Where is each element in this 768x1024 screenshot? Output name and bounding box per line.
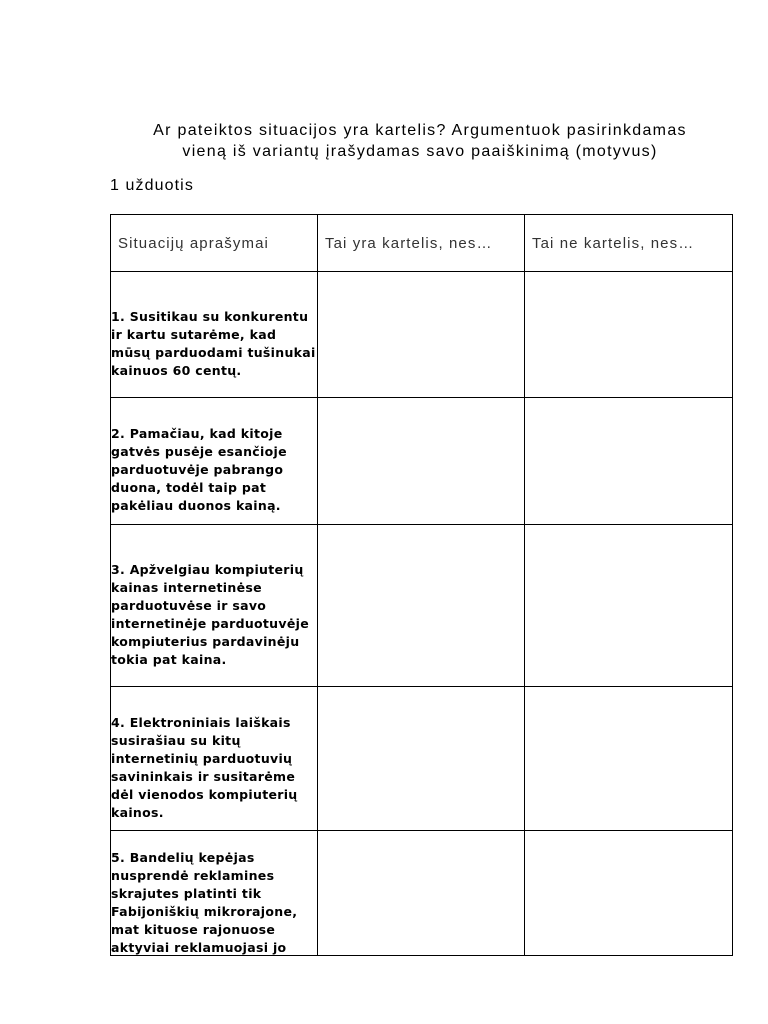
table-header-row [111, 215, 733, 272]
task-label: 1 užduotis [110, 177, 194, 194]
answer-cell-is-cartel[interactable] [318, 398, 525, 525]
header-not-cartel: Tai ne kartelis, nes… [525, 215, 733, 272]
answer-cell-not-cartel[interactable] [525, 525, 733, 687]
table-row [111, 831, 733, 956]
situations-table [110, 214, 733, 956]
instruction-line-2: vieną iš variantų įrašydamas savo paaiškinimą (motyvus) [182, 143, 658, 160]
answer-cell-is-cartel[interactable] [318, 272, 525, 398]
answer-cell-is-cartel[interactable] [318, 687, 525, 831]
instruction-heading [100, 120, 740, 162]
answer-cell-not-cartel[interactable] [525, 398, 733, 525]
answer-cell-not-cartel[interactable] [525, 272, 733, 398]
table-row [111, 525, 733, 687]
answer-cell-not-cartel[interactable] [525, 831, 733, 956]
header-is-cartel: Tai yra kartelis, nes… [318, 215, 525, 272]
situation-description: 4. Elektroniniais laiškais susirašiau su kitų internetinių parduotuvių savininkais ir susitarėme dėl vienodos kompiuterių kainos. [111, 687, 318, 831]
situation-description: 2. Pamačiau, kad kitoje gatvės pusėje esančioje parduotuvėje pabrango duona, todėl taip pat pakėliau duonos kainą. [111, 398, 318, 525]
answer-cell-not-cartel[interactable] [525, 687, 733, 831]
situation-description: 3. Apžvelgiau kompiuterių kainas internetinėse parduotuvėse ir savo internetinėje parduotuvėje kompiuterius pardavinėju tokia pat kaina. [111, 525, 318, 687]
table-row [111, 398, 733, 525]
table-row [111, 272, 733, 398]
situation-description: 1. Susitikau su konkurentu ir kartu sutarėme, kad mūsų parduodami tušinukai kainuos 60 centų. [111, 272, 318, 398]
answer-cell-is-cartel[interactable] [318, 525, 525, 687]
table-row [111, 687, 733, 831]
header-descriptions: Situacijų aprašymai [111, 215, 318, 272]
situation-description: 5. Bandelių kepėjas nusprendė reklamines skrajutes platinti tik Fabijoniškių mikrorajone, mat kituose rajonuose aktyviai reklamuojasi jo [111, 831, 318, 956]
answer-cell-is-cartel[interactable] [318, 831, 525, 956]
instruction-line-1: Ar pateiktos situacijos yra kartelis? Argumentuok pasirinkdamas [153, 122, 687, 139]
